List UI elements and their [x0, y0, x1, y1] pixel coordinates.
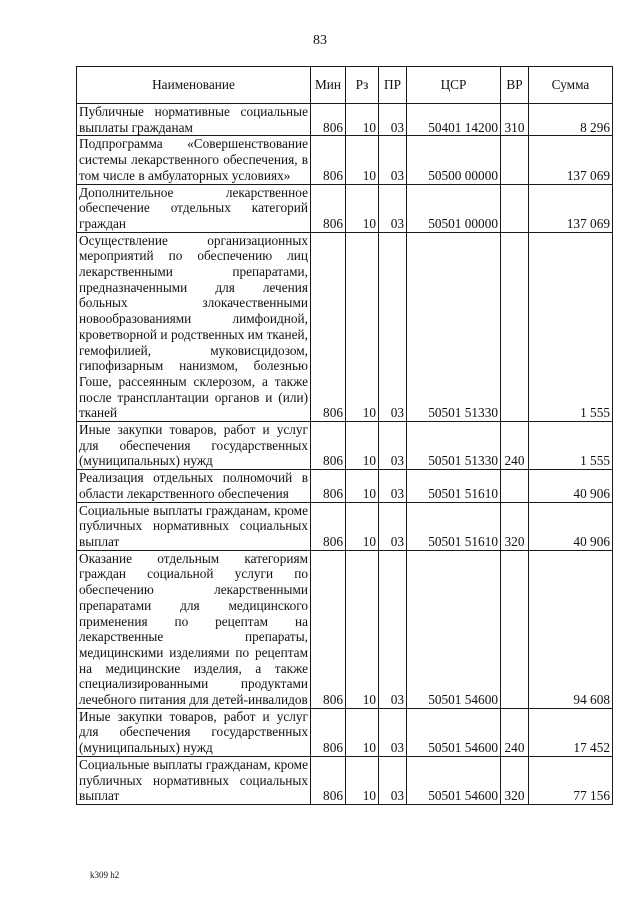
cell-rz: 10	[346, 756, 379, 804]
header-pr: ПР	[379, 67, 407, 104]
cell-min: 806	[311, 502, 346, 550]
cell-pr: 03	[379, 104, 407, 136]
cell-min: 806	[311, 136, 346, 184]
budget-table	[76, 66, 613, 805]
cell-name: Осуществление организационных мероприятий по обеспечению лиц лекарственными препаратами, предназначенными для лечения больных злокачественными новообразованиями лимфоидной, кроветворной и родственных им тканей, гемофилией, муковисцидозом, гипофизарным нанизмом, болезнью Гоше, рассеянным склерозом, а также после трансплантации органов и (или) тканей	[77, 232, 311, 421]
cell-vr	[501, 136, 529, 184]
table-row	[77, 708, 613, 756]
cell-rz: 10	[346, 422, 379, 470]
cell-csr: 50501 54600	[407, 756, 501, 804]
cell-csr: 50501 00000	[407, 184, 501, 232]
cell-sum: 77 156	[529, 756, 613, 804]
cell-csr: 50501 54600	[407, 708, 501, 756]
cell-min: 806	[311, 184, 346, 232]
table-body	[77, 104, 613, 805]
cell-rz: 10	[346, 232, 379, 421]
cell-rz: 10	[346, 502, 379, 550]
cell-vr: 240	[501, 422, 529, 470]
cell-sum: 137 069	[529, 136, 613, 184]
cell-sum: 137 069	[529, 184, 613, 232]
cell-name: Иные закупки товаров, работ и услуг для обеспечения государственных (муниципальных) нужд	[77, 422, 311, 470]
footer-code: k309 h2	[90, 870, 120, 880]
cell-sum: 40 906	[529, 470, 613, 502]
cell-pr: 03	[379, 422, 407, 470]
cell-csr: 50401 14200	[407, 104, 501, 136]
cell-rz: 10	[346, 708, 379, 756]
cell-rz: 10	[346, 470, 379, 502]
cell-pr: 03	[379, 756, 407, 804]
cell-pr: 03	[379, 232, 407, 421]
cell-vr	[501, 470, 529, 502]
table-row	[77, 550, 613, 708]
header-name: Наименование	[77, 67, 311, 104]
header-rz: Рз	[346, 67, 379, 104]
header-min: Мин	[311, 67, 346, 104]
cell-csr: 50501 51330	[407, 422, 501, 470]
header-vr: ВР	[501, 67, 529, 104]
table-row	[77, 470, 613, 502]
cell-csr: 50501 51610	[407, 470, 501, 502]
table-row	[77, 104, 613, 136]
cell-rz: 10	[346, 104, 379, 136]
header-sum: Сумма	[529, 67, 613, 104]
cell-csr: 50501 54600	[407, 550, 501, 708]
cell-name: Публичные нормативные социальные выплаты гражданам	[77, 104, 311, 136]
table-row	[77, 232, 613, 421]
cell-name: Иные закупки товаров, работ и услуг для обеспечения государственных (муниципальных) нужд	[77, 708, 311, 756]
cell-min: 806	[311, 470, 346, 502]
cell-min: 806	[311, 232, 346, 421]
cell-name: Социальные выплаты гражданам, кроме публичных нормативных социальных выплат	[77, 756, 311, 804]
cell-sum: 8 296	[529, 104, 613, 136]
page-number: 83	[313, 33, 327, 48]
cell-pr: 03	[379, 136, 407, 184]
cell-pr: 03	[379, 502, 407, 550]
cell-sum: 17 452	[529, 708, 613, 756]
cell-name: Дополнительное лекарственное обеспечение отдельных категорий граждан	[77, 184, 311, 232]
cell-pr: 03	[379, 550, 407, 708]
cell-name: Реализация отдельных полномочий в области лекарственного обеспечения	[77, 470, 311, 502]
cell-vr: 320	[501, 502, 529, 550]
cell-csr: 50501 51330	[407, 232, 501, 421]
table-row	[77, 136, 613, 184]
header-csr: ЦСР	[407, 67, 501, 104]
cell-min: 806	[311, 550, 346, 708]
cell-rz: 10	[346, 184, 379, 232]
cell-vr	[501, 184, 529, 232]
table-row	[77, 422, 613, 470]
cell-vr	[501, 550, 529, 708]
cell-pr: 03	[379, 708, 407, 756]
table-row	[77, 184, 613, 232]
cell-vr: 240	[501, 708, 529, 756]
cell-sum: 1 555	[529, 232, 613, 421]
cell-min: 806	[311, 104, 346, 136]
cell-sum: 40 906	[529, 502, 613, 550]
table-row	[77, 756, 613, 804]
cell-rz: 10	[346, 550, 379, 708]
cell-vr: 310	[501, 104, 529, 136]
cell-rz: 10	[346, 136, 379, 184]
table-header	[77, 67, 613, 104]
cell-sum: 1 555	[529, 422, 613, 470]
cell-csr: 50500 00000	[407, 136, 501, 184]
table-row	[77, 502, 613, 550]
cell-name: Социальные выплаты гражданам, кроме публичных нормативных социальных выплат	[77, 502, 311, 550]
cell-min: 806	[311, 708, 346, 756]
cell-sum: 94 608	[529, 550, 613, 708]
cell-name: Оказание отдельным категориям граждан социальной услуги по обеспечению лекарственными препаратами для медицинского применения по рецептам на лекарственные препараты, медицинскими изделиями по рецептам на медицинские изделия, а также специализированными продуктами лечебного питания для детей-инвалидов	[77, 550, 311, 708]
cell-min: 806	[311, 756, 346, 804]
cell-pr: 03	[379, 184, 407, 232]
cell-vr: 320	[501, 756, 529, 804]
cell-name: Подпрограмма «Совершенствование системы лекарственного обеспечения, в том числе в амбулаторных условиях»	[77, 136, 311, 184]
cell-pr: 03	[379, 470, 407, 502]
cell-vr	[501, 232, 529, 421]
cell-csr: 50501 51610	[407, 502, 501, 550]
cell-min: 806	[311, 422, 346, 470]
